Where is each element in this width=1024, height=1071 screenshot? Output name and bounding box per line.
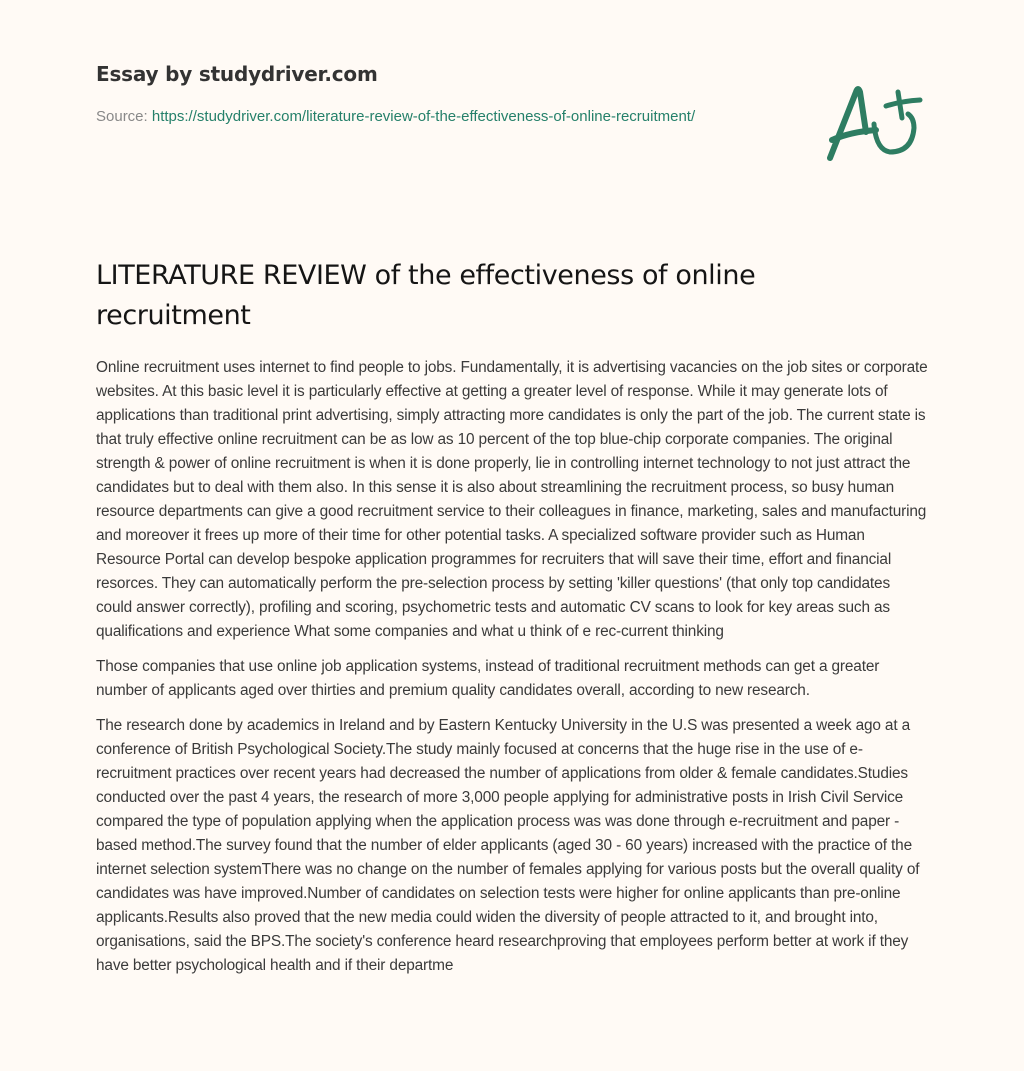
- source-label: Source:: [96, 108, 152, 125]
- site-title: Essay by studydriver.com: [96, 62, 378, 86]
- paragraph: The research done by academics in Ireland and by Eastern Kentucky University in the U.S was presented a week ago at a conference of British Psychological Society.The study mainly focused at concerns that the huge rise in the use of e-recruitment practices over recent years had decreased the number of applications from older & female candidates.Studies conducted over the past 4 years, the research of more 3,000 people applying for administrative posts in Irish Civil Service compared the type of population applying when the application process was was done through e-recruitment and paper - based method.The survey found that the number of elder applicants (aged 30 - 60 years) increased with the practice of the internet selection systemThere was no change on the number of females applying for various posts but the overall quality of candidates was have improved.Number of candidates on selection tests were higher for online applicants than pre-online applicants.Results also proved that the new media could widen the diversity of people attracted to it, and brought into, organisations, said the BPS.The society's conference heard researchproving that employees perform better at work if they have better psychological health and if their departme: [96, 717, 920, 974]
- paragraph: Those companies that use online job application systems, instead of traditional recruitment methods can get a greater number of applicants aged over thirties and premium quality candidates overall, according to new research.: [96, 658, 880, 699]
- a-plus-grade-icon: [820, 66, 930, 166]
- source-link[interactable]: https://studydriver.com/literature-review-of-the-effectiveness-of-online-recruitment/: [151, 108, 696, 125]
- paragraph: Online recruitment uses internet to find people to jobs. Fundamentally, it is advertising vacancies on the job sites or corporate websites. At this basic level it is particularly effective at getting a greater level of response. While it may generate lots of applications than traditional print advertising, simply attracting more candidates is only the part of the job. The current state is that truly effective online recruitment can be as low as 10 percent of the top blue-chip corporate companies. The original strength & power of online recruitment is when it is done properly, lie in controlling internet technology to not just attract the candidates but to deal with them also. In this sense it is also about streamlining the recruitment process, so busy human resource departments can give a good recruitment service to their colleagues in finance, marketing, sales and manufacturing and moreover it frees up more of their time for other potential tasks. A specialized software provider such as Human Resource Portal can develop bespoke application programmes for recruiters that will save their time, effort and financial resorces. They can automatically perform the pre-selection process by setting 'killer questions' (that only top candidates could answer correctly), profiling and scoring, psychometric tests and automatic CV scans to look for key areas such as qualifications and experience What some companies and what u think of e rec-current thinking: [96, 359, 928, 640]
- document-body: [96, 356, 928, 989]
- source-line: [96, 105, 736, 129]
- document-title: LITERATURE REVIEW of the effectiveness of online recruitment: [96, 260, 756, 331]
- page-header: [96, 62, 736, 129]
